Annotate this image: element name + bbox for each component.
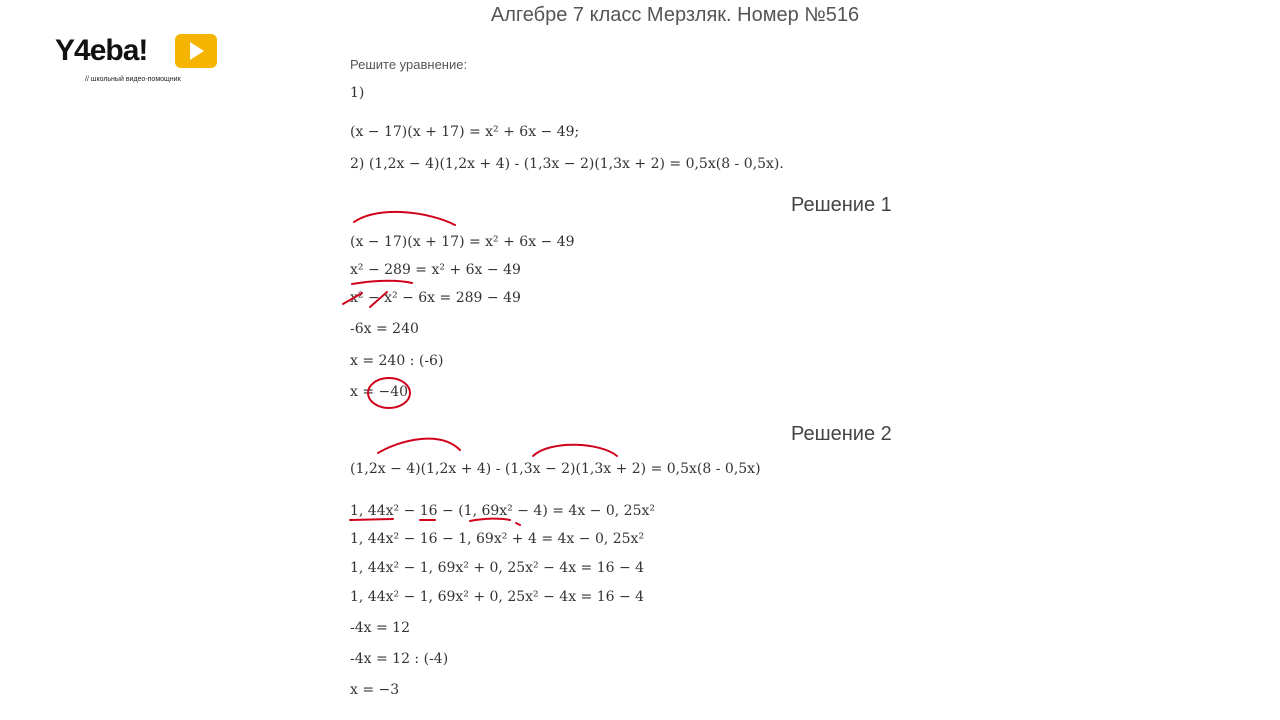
annotation-arc [354,212,455,225]
solution1-heading: Решение 1 [791,194,892,216]
logo-tagline: // школьный видео-помощник [85,76,181,83]
solution2-step: 1, 44x² − 1, 69x² + 0, 25x² − 4x = 16 − 4 [350,560,645,576]
solution2-step: 1, 44x² − 1, 69x² + 0, 25x² − 4x = 16 − 4 [350,589,645,605]
solution2-heading: Решение 2 [791,423,892,445]
annotation-underline [352,281,412,284]
annotation-mark [516,523,520,525]
logo [55,34,225,86]
page-title: Алгебре 7 класс Мерзляк. Номер №516 [490,4,860,26]
solution1-step: x = 240 : (-6) [350,353,444,369]
solution1-step: -6x = 240 [350,321,419,337]
solution1-step: (x − 17)(x + 17) = x² + 6x − 49 [350,234,575,250]
solution2-step: 1, 44x² − 16 − 1, 69x² + 4 = 4x − 0, 25x² [350,531,645,547]
solution2-step: -4x = 12 : (-4) [350,651,449,667]
annotation-arc [533,445,617,456]
solution2-step: 1, 44x² − 16 − (1, 69x² − 4) = 4x − 0, 25x² [350,503,655,519]
logo-wordmark: Y4eba! [55,34,148,67]
play-icon [175,34,217,68]
solution1-answer: x = −40 [350,384,409,400]
solution2-step: (1,2x − 4)(1,2x + 4) - (1,3x − 2)(1,3x + 2) = 0,5x(8 - 0,5x) [350,461,761,477]
annotation-underline [350,519,393,520]
annotation-arc [378,439,460,453]
solution1-step: x² − 289 = x² + 6x − 49 [350,262,521,278]
solution2-answer: x = −3 [350,682,400,698]
problem-item1-label: 1) [350,85,365,101]
problem-item2-equation: 2) (1,2x − 4)(1,2x + 4) - (1,3x − 2)(1,3x + 2) = 0,5x(8 - 0,5x). [350,156,784,172]
problem-item1-equation: (x − 17)(x + 17) = x² + 6x − 49; [350,124,580,140]
problem-instruction: Решите уравнение: [350,57,468,72]
solution2-step: -4x = 12 [350,620,410,636]
solution1-step: x² − x² − 6x = 289 − 49 [350,290,521,306]
